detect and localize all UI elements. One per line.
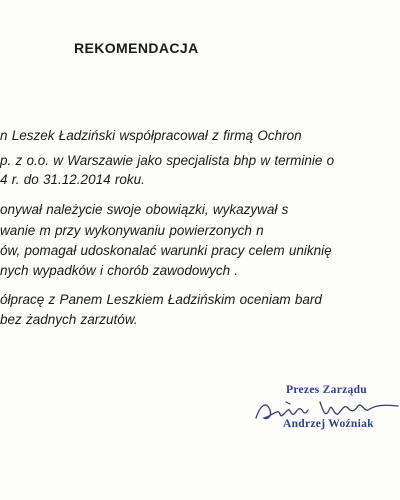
body-line-4: onywał należycie swoje obowiązki, wykazywał s (0, 202, 289, 217)
body-line-5: wanie m przy wykonywaniu powierzonych n (0, 223, 264, 238)
body-line-7: nych wypadków i chorób zawodowych . (0, 263, 239, 278)
body-line-2: p. z o.o. w Warszawie jako specjalista bhp w terminie o (0, 153, 335, 168)
stamp-name: Andrzej Woźniak (283, 418, 374, 430)
stamp-title: Prezes Zarządu (286, 384, 367, 396)
body-line-1: n Leszek Ładziński współpracował z firmą Ochron (0, 128, 302, 143)
body-line-8: ółpracę z Panem Leszkiem Ładzińskim oceniam bard (0, 292, 322, 307)
body-line-3: 4 r. do 31.12.2014 roku. (0, 172, 145, 187)
document-title: REKOMENDACJA (74, 40, 199, 56)
body-line-9: bez żadnych zarzutów. (0, 312, 138, 327)
body-line-6: ów, pomagał udoskonalać warunki pracy celem uniknię (0, 243, 332, 258)
